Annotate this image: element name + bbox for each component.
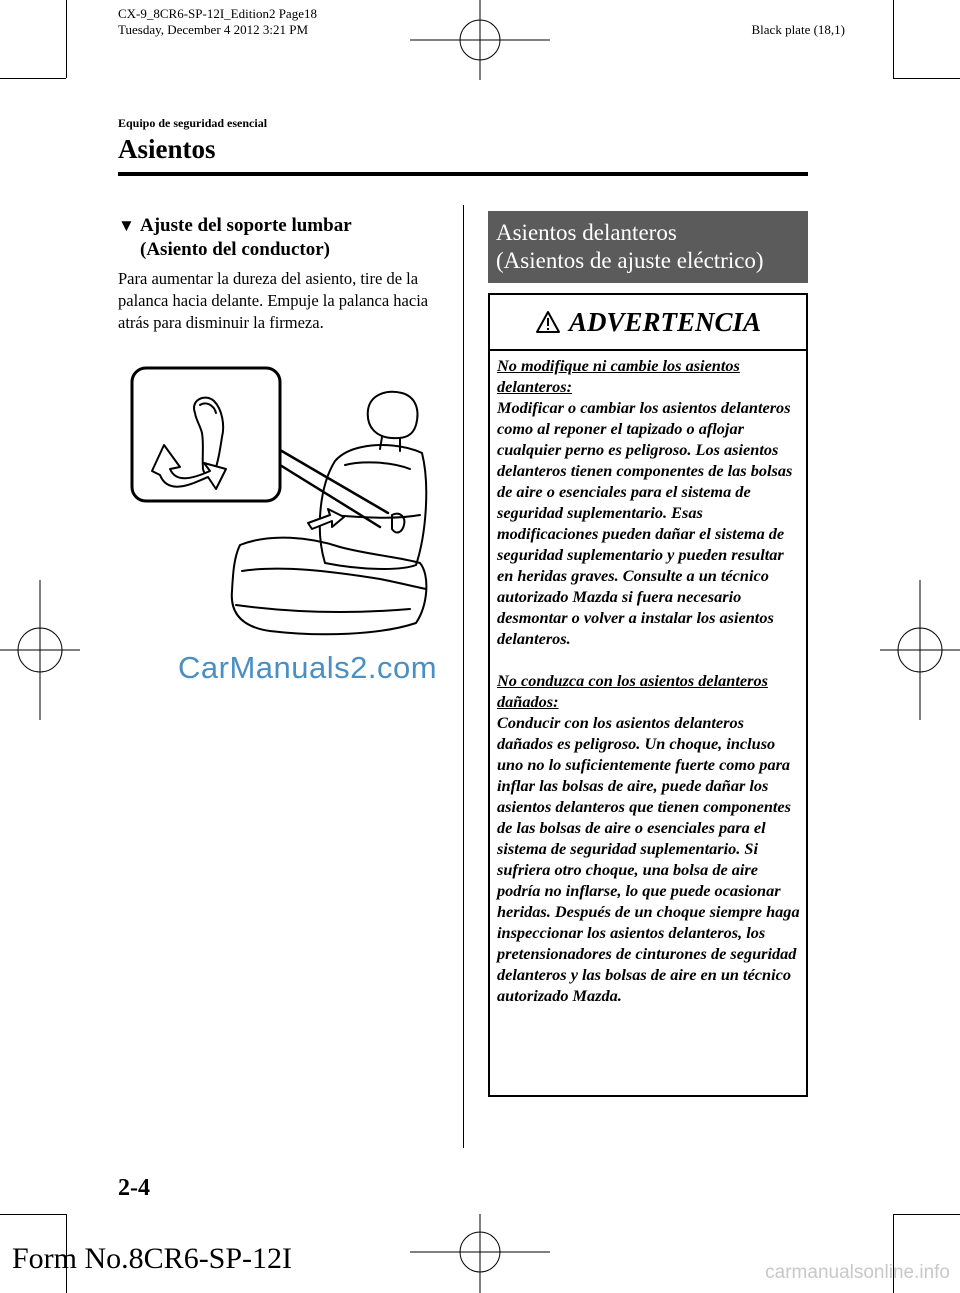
section-label: Equipo de seguridad esencial — [118, 116, 268, 130]
print-info-line2: Tuesday, December 4 2012 3:21 PM — [118, 22, 309, 37]
subheading-line2: (Asiento del conductor) — [140, 239, 330, 260]
warning-1-heading: No modifique ni cambie los asientos delanteros: — [497, 356, 740, 396]
page-title: Asientos — [118, 134, 216, 164]
banner-line1: Asientos delanteros — [496, 220, 677, 245]
form-number: Form No.8CR6-SP-12I — [12, 1242, 293, 1275]
title-rule — [118, 172, 808, 176]
plate-label: Black plate (18,1) — [751, 22, 845, 37]
registration-mark-icon — [0, 580, 80, 720]
column-divider — [463, 205, 464, 1148]
warning-triangle-icon — [535, 310, 561, 334]
section-banner — [488, 211, 808, 283]
registration-mark-icon — [410, 1214, 550, 1293]
subheading — [118, 214, 438, 262]
site-watermark: carmanualsonline.info — [765, 1262, 950, 1283]
page-number: 2-4 — [118, 1175, 150, 1201]
registration-mark-icon — [880, 580, 960, 720]
warning-2-text: Conducir con los asientos delanteros dañados es peligroso. Un choque, incluso uno no lo suficientemente fuerte como para inflar las bolsas de aire, puede dañar los asientos delanteros que tienen componentes de las bolsas de aire o esenciales para el sistema de seguridad suplementario. Si sufriera otro choque, una bolsa de aire podría no inflarse, lo que puede ocasionar heridas. Después de un choque siempre haga inspeccionar los asientos delanteros, los pretensionadores de cinturones de seguridad delanteros y las bolsas de aire en un técnico autorizado Mazda. — [497, 713, 800, 1005]
warning-1-text: Modificar o cambiar los asientos delanteros como al reponer el tapizado o aflojar cualquier perno es peligroso. Los asientos delanteros tienen componentes de las bolsas de aire o esenciales para el sistema de seguridad suplementario. Esas modificaciones pueden dañar el sistema de seguridad suplementario y pueden resultar en heridas graves. Consulte a un técnico autorizado Mazda si fuera necesario desmontar o volver a instalar los asientos delanteros. — [497, 398, 793, 648]
warning-rule — [490, 349, 806, 351]
subheading-line1: Ajuste del soporte lumbar — [140, 215, 352, 236]
warning-header — [490, 297, 806, 347]
registration-mark-icon — [410, 0, 550, 80]
warning-title: ADVERTENCIA — [568, 306, 762, 337]
lumbar-paragraph: Para aumentar la dureza del asiento, tire de la palanca hacia delante. Empuje la palanca hacia atrás para disminuir la firmeza. — [118, 269, 429, 332]
watermark: CarManuals2.com — [178, 650, 438, 685]
print-info-line1: CX-9_8CR6-SP-12I_Edition2 Page18 — [118, 6, 317, 21]
banner-line2: (Asientos de ajuste eléctrico) — [496, 248, 764, 273]
warning-2-heading: No conduzca con los asientos delanteros dañados: — [497, 671, 768, 711]
warning-body — [497, 355, 802, 1027]
print-info — [118, 6, 317, 38]
triangle-bullet-icon: ▼ — [118, 216, 135, 235]
warning-box — [488, 293, 808, 1097]
seat-lumbar-illustration — [130, 365, 440, 655]
